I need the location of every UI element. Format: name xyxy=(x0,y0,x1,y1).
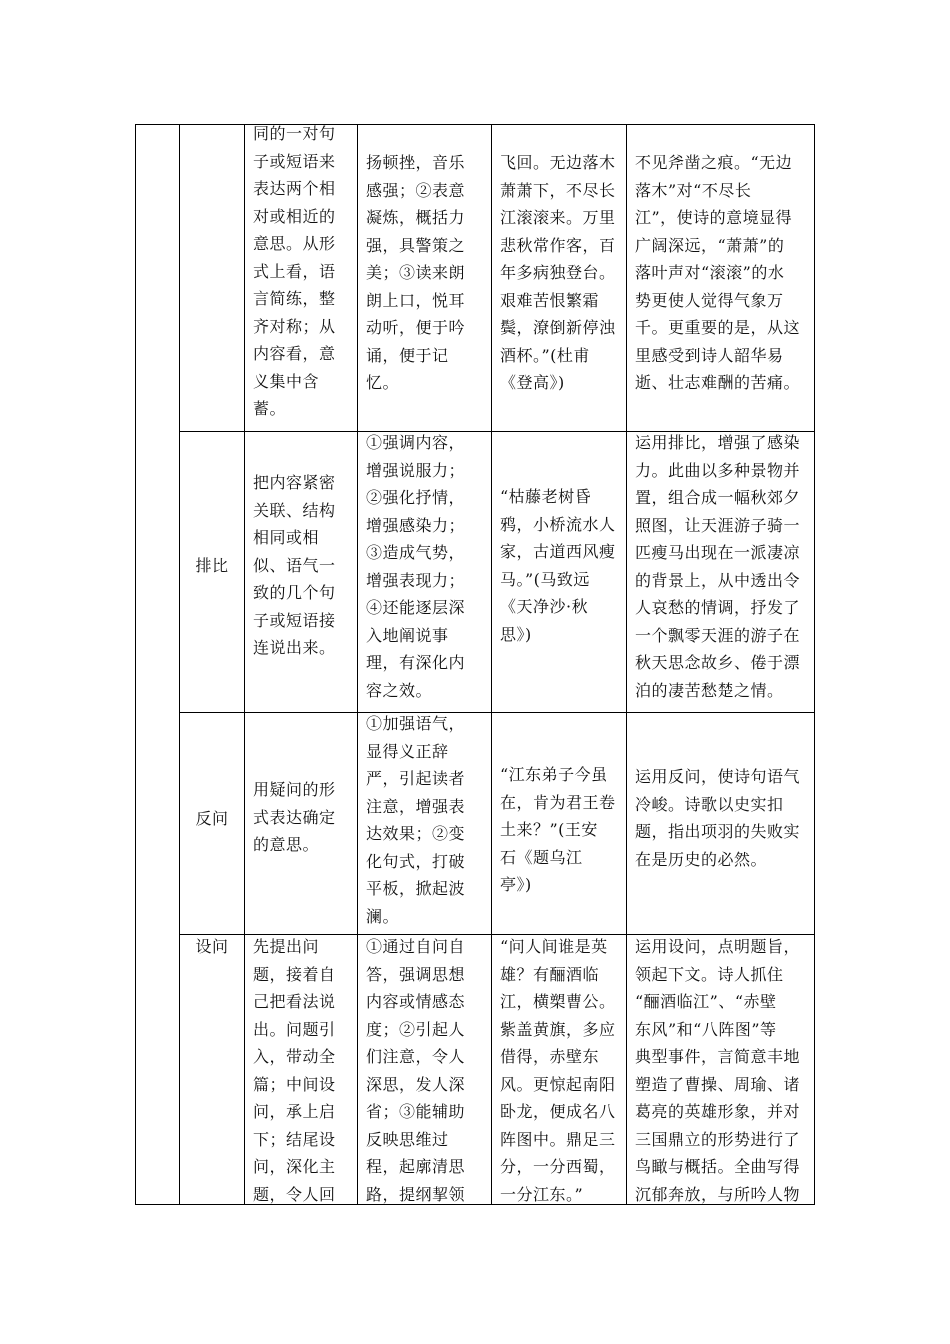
analysis-cell: 运用反问，使诗句语气 冷峻。诗歌以史实扣 题，指出项羽的失败实 在是历史的必然。 xyxy=(635,767,801,869)
function-cell: ①通过自问自 答，强调思想 内容或情感态 度；②引起人 们注意，令人 深思，发人深 省；③能辅助 反映思维过 程，起廓清思 路，提纲挈领 xyxy=(366,937,466,1204)
device-name-paibi: 排比 xyxy=(195,556,229,575)
table-border-right xyxy=(814,124,815,1205)
function-cell: 扬顿挫，音乐 感强；②表意 凝炼，概括力 强，具警策之 美；③读来朗 朗上口，悦耳 动听，便于吟 诵，便于记 忆。 xyxy=(366,153,466,392)
table-border-top xyxy=(135,124,815,125)
analysis-cell: 运用排比，增强了感染 力。此曲以多种景物并 置，组合成一幅秋郊夕 照图，让天涯游子骑一 匹瘦马出现在一派凄凉 的背景上，从中透出令 人哀愁的情调，抒发了 一个飘零天涯的游子在 秋天思念故乡、倦于漂 泊的凄苦愁楚之情。 xyxy=(635,433,801,700)
example-cell: “问人间谁是英 雄？有酾酒临 江，横槊曹公。 紫盖黄旗，多应 借得，赤壁东 风。更惊起南阳 卧龙，便成名八 阵图中。鼎足三 分，一分西蜀， 一分江东。” xyxy=(500,937,616,1204)
row-divider xyxy=(179,712,815,713)
definition-cell: 用疑问的形 式表达确定 的意思。 xyxy=(253,780,336,854)
definition-cell: 同的一对句 子或短语来 表达两个相 对或相近的 意思。从形 式上看，语 言简练，整 齐对称；从 内容看，意 义集中含 蓄。 xyxy=(253,124,336,418)
definition-cell: 把内容紧密 关联、结构 相同或相 似、语气一 致的几个句 子或短语接 连说出来。 xyxy=(253,473,336,657)
function-cell: ①加强语气， 显得义正辞 严，引起读者 注意，增强表 达效果；②变 化句式，打破 平板，掀起波 澜。 xyxy=(366,714,466,926)
example-cell: 飞回。无边落木 萧萧下，不尽长 江滚滚来。万里 悲秋常作客，百 年多病独登台。 艰难苦恨繁霜 鬓，潦倒新停浊 酒杯。”(杜甫 《登高》) xyxy=(500,153,616,392)
example-cell: “枯藤老树昏 鸦，小桥流水人 家，古道西风瘦 马。”(马致远 《天净沙·秋 思》) xyxy=(500,487,616,644)
analysis-cell: 不见斧凿之痕。“无边 落木”对“不尽长 江”，使诗的意境显得 广阔深远，“萧萧”的 落叶声对“滚滚”的水 势更使人觉得气象万 千。更重要的是，从这 里感受到诗人韶华易 逝、壮志难酬的苦痛。 xyxy=(635,153,801,392)
table-border-left xyxy=(135,124,136,1205)
rhetoric-table xyxy=(135,124,815,1205)
example-cell: “江东弟子今虽 在，肯为君王卷 土来？”(王安 石《题乌江 亭》) xyxy=(500,765,616,894)
device-name-shewen: 设问 xyxy=(195,937,229,956)
device-name-fanwen: 反问 xyxy=(195,809,229,828)
function-cell: ①强调内容， 增强说服力； ②强化抒情， 增强感染力； ③造成气势， 增强表现力； ④还能逐层深 入地阐说事 理，有深化内 容之效。 xyxy=(366,433,466,700)
definition-cell: 先提出问 题，接着自 己把看法说 出。问题引 入，带动全 篇；中间设 问，承上启 下；结尾设 问，深化主 题，令人回 xyxy=(253,937,336,1204)
analysis-cell: 运用设问，点明题旨， 领起下文。诗人抓住 “酾酒临江”、“赤壁 东风”和“八阵图”等 典型事件，言简意丰地 塑造了曹操、周瑜、诸 葛亮的英雄形象，并对 三国鼎立的形势进行了 鸟瞰与概括。全曲写得 沉郁奔放，与所吟人物 xyxy=(635,937,801,1204)
column-divider xyxy=(179,124,180,1205)
